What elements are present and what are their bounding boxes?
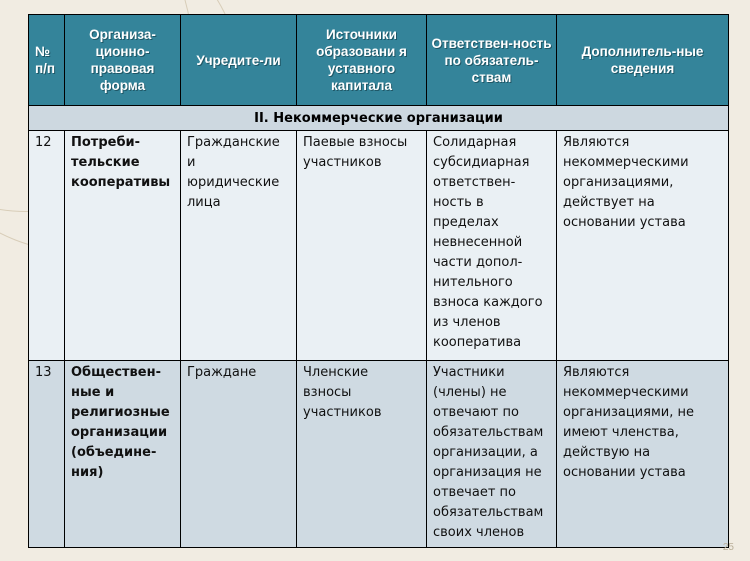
row-additional-info: Являются некоммерческими организациями, действует на основании устава: [557, 131, 729, 361]
row-legal-form: Обществен-ные и религиозные организации (объедине-ния): [65, 361, 181, 548]
section-title: II. Некоммерческие организации: [29, 106, 729, 131]
header-founders: Учредите-ли: [181, 15, 297, 106]
row-liability: Солидарная субсидиарная ответствен-ность в пределах невнесенной части допол-нительного взноса каждого из членов кооператива: [427, 131, 557, 361]
slide-number: 25: [722, 542, 734, 553]
row-number: 12: [29, 131, 65, 361]
header-capital-sources: Источники образовани я уставного капитала: [297, 15, 427, 106]
row-additional-info: Являются некоммерческими организациями, не имеют членства, действую на основании устава: [557, 361, 729, 548]
row-number: 13: [29, 361, 65, 548]
table-row: [29, 361, 729, 548]
header-number: № п/п: [29, 15, 65, 106]
header-row: [29, 15, 729, 106]
row-capital-sources: Членские взносы участников: [297, 361, 427, 548]
table-row: [29, 131, 729, 361]
section-row: [29, 106, 729, 131]
row-liability: Участники (члены) не отвечают по обязательствам организации, а организация не отвечает по обязательствам своих членов: [427, 361, 557, 548]
header-additional-info: Дополнитель-ные сведения: [557, 15, 729, 106]
header-liability: Ответствен-ность по обязатель-ствам: [427, 15, 557, 106]
row-founders: Гражданские и юридические лица: [181, 131, 297, 361]
row-capital-sources: Паевые взносы участников: [297, 131, 427, 361]
row-legal-form: Потреби-тельские кооперативы: [65, 131, 181, 361]
row-founders: Граждане: [181, 361, 297, 548]
organizations-table: [28, 14, 729, 548]
header-legal-form: Организа-ционно-правовая форма: [65, 15, 181, 106]
